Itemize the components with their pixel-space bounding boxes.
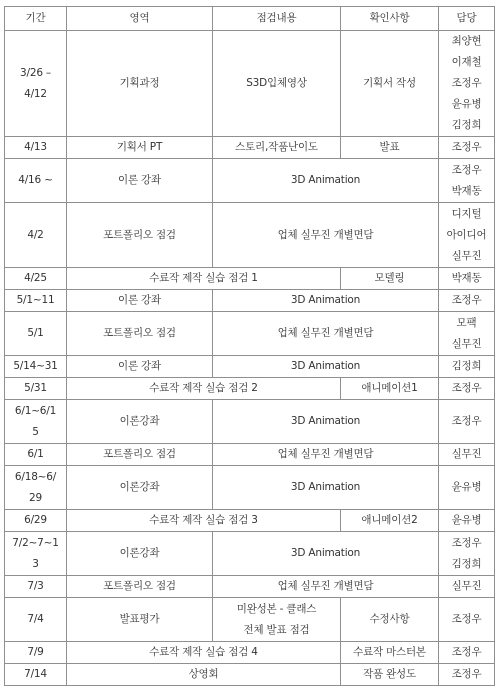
table-row (5, 444, 495, 466)
period-cell: 6/1 (5, 444, 67, 466)
period-cell: 7/9 (5, 642, 67, 664)
area-cell: 수료작 제작 실습 점검 2 (67, 378, 341, 400)
period-cell: 5/1~11 (5, 290, 67, 312)
area-cell: 포트폴리오 점검 (67, 576, 213, 598)
check-cell: 작품 완성도 (341, 664, 439, 686)
manager-cell: 조정우 (439, 290, 495, 312)
table-row (5, 378, 495, 400)
table-row (5, 664, 495, 686)
table-row (5, 203, 495, 268)
content-cell: 업체 실무진 개별면담 (213, 444, 439, 466)
check-cell: 애니메이션1 (341, 378, 439, 400)
check-cell: 수료작 마스터본 (341, 642, 439, 664)
area-cell: 수료작 제작 실습 점검 4 (67, 642, 341, 664)
area-cell: 이론 강좌 (67, 356, 213, 378)
table-row (5, 598, 495, 642)
table-row (5, 356, 495, 378)
manager-cell: 디지털 아이디어 실무진 (439, 203, 495, 268)
area-cell: 포트폴리오 점검 (67, 312, 213, 356)
table-row (5, 159, 495, 203)
area-cell: 이론 강좌 (67, 290, 213, 312)
area-cell: 기획서 PT (67, 137, 213, 159)
content-cell: 미완성본 - 클래스 전체 발표 점검 (213, 598, 341, 642)
table-row (5, 576, 495, 598)
area-cell: 이론강좌 (67, 466, 213, 510)
table-row (5, 510, 495, 532)
period-cell: 6/1~6/1 5 (5, 400, 67, 444)
period-cell: 5/1 (5, 312, 67, 356)
area-cell: 이론강좌 (67, 400, 213, 444)
period-cell: 7/14 (5, 664, 67, 686)
period-cell: 7/2~7~1 3 (5, 532, 67, 576)
manager-cell: 김정희 (439, 356, 495, 378)
manager-cell: 조정우 (439, 137, 495, 159)
content-cell: 3D Animation (213, 532, 439, 576)
schedule-table (4, 6, 495, 686)
manager-cell: 모팩 실무진 (439, 312, 495, 356)
header-row (5, 7, 495, 31)
period-cell: 3/26 – 4/12 (5, 31, 67, 137)
header-check: 확인사항 (341, 7, 439, 31)
content-cell: 업체 실무진 개별면담 (213, 312, 439, 356)
table-row (5, 642, 495, 664)
area-cell: 발표평가 (67, 598, 213, 642)
check-cell: 애니메이션2 (341, 510, 439, 532)
table-row (5, 532, 495, 576)
period-cell: 4/25 (5, 268, 67, 290)
manager-cell: 조정우 (439, 642, 495, 664)
area-cell: 이론강좌 (67, 532, 213, 576)
period-cell: 4/13 (5, 137, 67, 159)
period-cell: 6/29 (5, 510, 67, 532)
check-cell: 수정사항 (341, 598, 439, 642)
area-cell: 기획과정 (67, 31, 213, 137)
content-cell: 3D Animation (213, 400, 439, 444)
table-row (5, 290, 495, 312)
period-cell: 7/3 (5, 576, 67, 598)
manager-cell: 윤유병 (439, 466, 495, 510)
header-content: 점검내용 (213, 7, 341, 31)
manager-cell: 실무진 (439, 576, 495, 598)
table-row (5, 466, 495, 510)
header-period: 기간 (5, 7, 67, 31)
content-cell: 3D Animation (213, 159, 439, 203)
check-cell: 기획서 작성 (341, 31, 439, 137)
manager-cell: 조정우 김정희 (439, 532, 495, 576)
table-row (5, 312, 495, 356)
area-cell: 포트폴리오 점검 (67, 203, 213, 268)
manager-cell: 조정우 (439, 378, 495, 400)
manager-cell: 조정우 (439, 598, 495, 642)
content-cell: 스토리,작품난이도 (213, 137, 341, 159)
manager-cell: 조정우 박재동 (439, 159, 495, 203)
header-area: 영역 (67, 7, 213, 31)
manager-cell: 실무진 (439, 444, 495, 466)
header-manager: 담당 (439, 7, 495, 31)
table-row (5, 31, 495, 137)
content-cell: 업체 실무진 개별면담 (213, 203, 439, 268)
period-cell: 5/14~31 (5, 356, 67, 378)
period-cell: 4/2 (5, 203, 67, 268)
area-cell: 수료작 제작 실습 점검 3 (67, 510, 341, 532)
manager-cell: 윤유병 (439, 510, 495, 532)
content-cell: 3D Animation (213, 356, 439, 378)
content-cell: 업체 실무진 개별면담 (213, 576, 439, 598)
manager-cell: 최양현 이재철 조정우 윤유병 김정희 (439, 31, 495, 137)
area-cell: 상영회 (67, 664, 341, 686)
table-row (5, 400, 495, 444)
area-cell: 포트폴리오 점검 (67, 444, 213, 466)
manager-cell: 박재동 (439, 268, 495, 290)
check-cell: 발표 (341, 137, 439, 159)
period-cell: 5/31 (5, 378, 67, 400)
manager-cell: 조정우 (439, 400, 495, 444)
period-cell: 7/4 (5, 598, 67, 642)
content-cell: 3D Animation (213, 290, 439, 312)
area-cell: 수료작 제작 실습 점검 1 (67, 268, 341, 290)
period-cell: 6/18~6/ 29 (5, 466, 67, 510)
period-cell: 4/16 ~ (5, 159, 67, 203)
check-cell: 모델링 (341, 268, 439, 290)
content-cell: S3D입체영상 (213, 31, 341, 137)
manager-cell: 조정우 (439, 664, 495, 686)
table-row (5, 268, 495, 290)
content-cell: 3D Animation (213, 466, 439, 510)
area-cell: 이론 강좌 (67, 159, 213, 203)
table-row (5, 137, 495, 159)
